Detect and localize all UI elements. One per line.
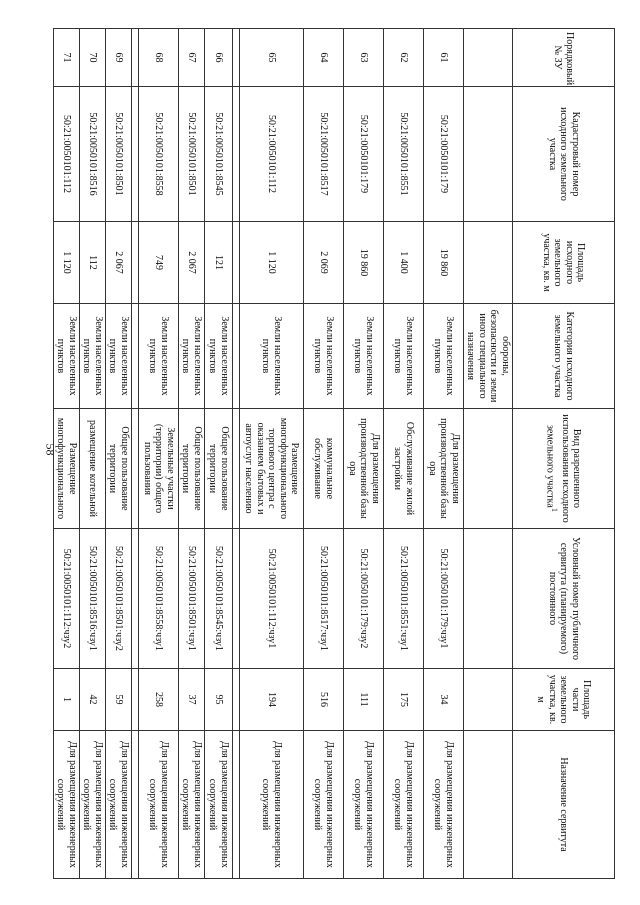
cell-part-area: 516 xyxy=(304,669,344,731)
cell-area: 2 069 xyxy=(304,222,344,304)
cell-use: Общее пользование территории xyxy=(106,409,132,529)
cell-category: Земли населенных пунктов xyxy=(106,304,132,409)
cell-num: 66 xyxy=(205,29,233,87)
cell-purpose: Для размещения инженерных сооружений xyxy=(304,731,344,879)
cell-cadastral: 50:21:0050101:8501 xyxy=(106,87,132,222)
cell-purpose: Для размещения инженерных сооружений xyxy=(240,731,304,879)
cell-category: Земли населенных пунктов xyxy=(344,304,384,409)
cell-category: Земли населенных пунктов xyxy=(205,304,233,409)
cell-part-area: 258 xyxy=(139,669,179,731)
cell-area: 2 067 xyxy=(179,222,205,304)
cell-purpose: Для размещения инженерных сооружений xyxy=(179,731,205,879)
cell-area: 1 400 xyxy=(384,222,424,304)
cell-use: Обслуживание жилой застройки xyxy=(384,409,424,529)
cell-area: 121 xyxy=(205,222,233,304)
cell-num: 62 xyxy=(384,29,424,87)
cell-servitude-id: 50:21:0050101:179:чзу2 xyxy=(344,529,384,669)
cell-purpose: Для размещения инженерных сооружений xyxy=(205,731,233,879)
cell-cadastral: 50:21:0050101:8501 xyxy=(179,87,205,222)
header-permitted-use xyxy=(513,409,615,529)
table-row xyxy=(106,29,132,879)
separator-cell xyxy=(233,222,240,304)
header-servitude-number: Условный номер публичного сервитута (планируемого) постоянного xyxy=(513,529,615,669)
cell-part-area: 42 xyxy=(80,669,106,731)
separator-cell xyxy=(132,222,139,304)
cell-area: 1 120 xyxy=(240,222,304,304)
cell-num: 71 xyxy=(54,29,80,87)
separator-cell xyxy=(233,409,240,529)
table-row xyxy=(139,29,179,879)
separator-cell xyxy=(233,87,240,222)
cell-use: Общее пользование территории xyxy=(179,409,205,529)
cell-cadastral: 50:21:0050101:8516 xyxy=(80,87,106,222)
cell-use: Размещение многофункционального xyxy=(54,409,80,529)
table-body xyxy=(54,29,464,879)
separator-cell xyxy=(132,529,139,669)
category-note: обороны, безопасности и земли иного специального назначения xyxy=(464,304,513,409)
header-purpose: Назначение сервитута xyxy=(513,731,615,879)
cell-part-area: 59 xyxy=(106,669,132,731)
cell-purpose: Для размещения инженерных сооружений xyxy=(139,731,179,879)
cell-servitude-id: 50:21:0050101:8558:чзу1 xyxy=(139,529,179,669)
separator-cell xyxy=(233,304,240,409)
cell-num: 61 xyxy=(424,29,464,87)
cell-use: Размещение многофункционального торгового центра с оказанием бытовых и автоуслуг населению xyxy=(240,409,304,529)
cell-num: 68 xyxy=(139,29,179,87)
table-separator xyxy=(132,29,139,879)
cell-area: 112 xyxy=(80,222,106,304)
table-separator xyxy=(233,29,240,879)
cell-servitude-id: 50:21:0050101:8551:чзу1 xyxy=(384,529,424,669)
cell-category: Земли населенных пунктов xyxy=(139,304,179,409)
header-num: Порядковый № ЗУ xyxy=(513,29,615,87)
cell-category: Земли населенных пунктов xyxy=(240,304,304,409)
separator-cell xyxy=(132,731,139,879)
separator-cell xyxy=(233,29,240,87)
cell-servitude-id: 50:21:0050101:8501:чзу1 xyxy=(179,529,205,669)
cell-servitude-id: 50:21:0050101:179:чзу1 xyxy=(424,529,464,669)
cell-cadastral: 50:21:0050101:8545 xyxy=(205,87,233,222)
cell-area: 749 xyxy=(139,222,179,304)
cell-area: 19 860 xyxy=(344,222,384,304)
cell-cadastral: 50:21:0050101:112 xyxy=(240,87,304,222)
header-area-part: Площадь части земельного участка, кв. м xyxy=(513,669,615,731)
table-row xyxy=(205,29,233,879)
page-number: 58 xyxy=(43,443,58,456)
header-cadastral: Кадастровый номер исходного земельного участка xyxy=(513,87,615,222)
table-subheader-row xyxy=(464,29,513,879)
table-row xyxy=(304,29,344,879)
rotated-table-wrapper xyxy=(55,28,615,878)
cell-use: коммунальное обслуживание xyxy=(304,409,344,529)
cell-purpose: Для размещения инженерных сооружений xyxy=(344,731,384,879)
cell-servitude-id: 50:21:0050101:8516:чзу1 xyxy=(80,529,106,669)
separator-cell xyxy=(233,529,240,669)
cell-num: 64 xyxy=(304,29,344,87)
cell-cadastral: 50:21:0050101:112 xyxy=(54,87,80,222)
subheader-empty-1 xyxy=(464,29,513,87)
table-row xyxy=(240,29,304,879)
subheader-empty-5 xyxy=(464,409,513,529)
cell-servitude-id: 50:21:0050101:8517:чзу1 xyxy=(304,529,344,669)
separator-cell xyxy=(132,87,139,222)
cell-area: 2 067 xyxy=(106,222,132,304)
subheader-empty-6 xyxy=(464,529,513,669)
cell-cadastral: 50:21:0050101:8558 xyxy=(139,87,179,222)
subheader-empty-2 xyxy=(464,87,513,222)
cell-purpose: Для размещения инженерных сооружений xyxy=(384,731,424,879)
subheader-empty-8 xyxy=(464,731,513,879)
cell-part-area: 1 xyxy=(54,669,80,731)
cell-area: 1 120 xyxy=(54,222,80,304)
table-row xyxy=(80,29,106,879)
cell-num: 69 xyxy=(106,29,132,87)
cell-num: 63 xyxy=(344,29,384,87)
rotated-table-container xyxy=(55,28,615,878)
cell-use: Земельные участки (территории) общего пользования xyxy=(139,409,179,529)
servitude-table xyxy=(53,28,615,879)
subheader-empty-7 xyxy=(464,669,513,731)
cell-use: Общее пользование территории xyxy=(205,409,233,529)
separator-cell xyxy=(132,409,139,529)
cell-part-area: 34 xyxy=(424,669,464,731)
separator-cell xyxy=(233,669,240,731)
cell-category: Земли населенных пунктов xyxy=(384,304,424,409)
cell-servitude-id: 50:21:0050101:112:чзу1 xyxy=(240,529,304,669)
separator-cell xyxy=(132,669,139,731)
table-header-row xyxy=(513,29,615,879)
cell-servitude-id: 50:21:0050101:112:чзу2 xyxy=(54,529,80,669)
cell-num: 65 xyxy=(240,29,304,87)
header-area-source: Площадь исходного земельного участка, кв. м xyxy=(513,222,615,304)
table-row xyxy=(384,29,424,879)
cell-use: Для размещения производственной базы ора xyxy=(424,409,464,529)
cell-part-area: 194 xyxy=(240,669,304,731)
cell-part-area: 37 xyxy=(179,669,205,731)
cell-cadastral: 50:21:0050101:179 xyxy=(344,87,384,222)
cell-purpose: Для размещения инженерных сооружений xyxy=(106,731,132,879)
cell-cadastral: 50:21:0050101:179 xyxy=(424,87,464,222)
cell-area: 19 860 xyxy=(424,222,464,304)
cell-servitude-id: 50:21:0050101:8501:чзу2 xyxy=(106,529,132,669)
cell-servitude-id: 50:21:0050101:8545:чзу1 xyxy=(205,529,233,669)
cell-num: 70 xyxy=(80,29,106,87)
header-permitted-use-text: Вид разрешенного использования исходного земельного участка xyxy=(545,414,583,523)
cell-category: Земли населенных пунктов xyxy=(80,304,106,409)
subheader-empty-3 xyxy=(464,222,513,304)
cell-part-area: 111 xyxy=(344,669,384,731)
separator-cell xyxy=(132,304,139,409)
cell-purpose: Для размещения инженерных сооружений xyxy=(424,731,464,879)
cell-use: Для размещения производственной базы ора xyxy=(344,409,384,529)
cell-cadastral: 50:21:0050101:8551 xyxy=(384,87,424,222)
cell-use: размещение котельной xyxy=(80,409,106,529)
cell-category: Земли населенных пунктов xyxy=(424,304,464,409)
cell-category: Земли населенных пунктов xyxy=(179,304,205,409)
cell-part-area: 175 xyxy=(384,669,424,731)
cell-cadastral: 50:21:0050101:8517 xyxy=(304,87,344,222)
header-category: Категория исходного земельного участка xyxy=(513,304,615,409)
cell-category: Земли населенных пунктов xyxy=(304,304,344,409)
cell-purpose: Для размещения инженерных сооружений xyxy=(80,731,106,879)
header-permitted-use-sup: 1 xyxy=(550,507,560,512)
cell-purpose: Для размещения инженерных сооружений xyxy=(54,731,80,879)
table-row xyxy=(54,29,80,879)
cell-category: Земли населенных пунктов xyxy=(54,304,80,409)
table-row xyxy=(179,29,205,879)
separator-cell xyxy=(233,731,240,879)
table-row xyxy=(424,29,464,879)
cell-num: 67 xyxy=(179,29,205,87)
separator-cell xyxy=(132,29,139,87)
cell-part-area: 95 xyxy=(205,669,233,731)
table-row xyxy=(344,29,384,879)
